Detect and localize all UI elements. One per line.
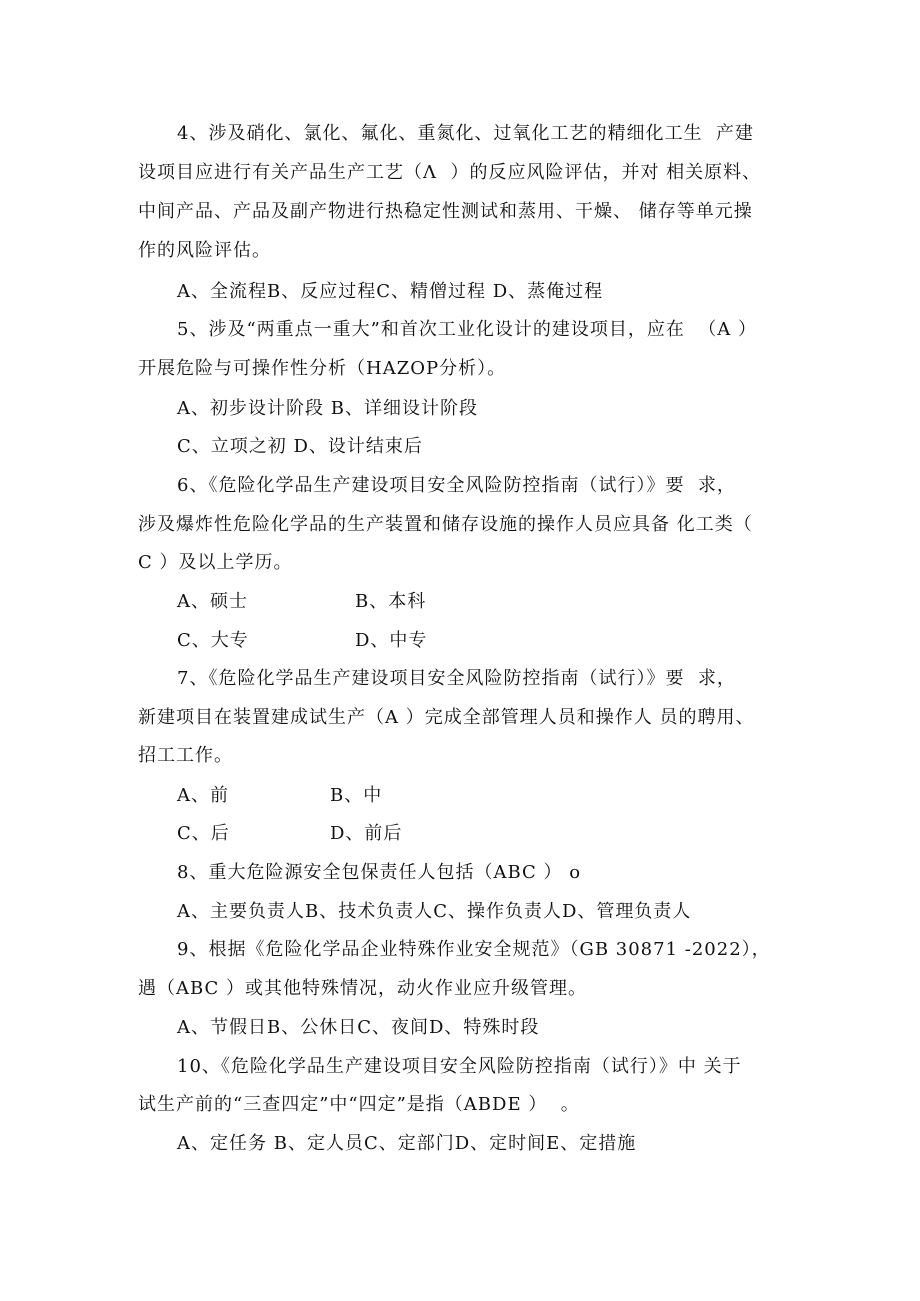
q6-line-1: 6、《危险化学品生产建设项目安全风险防控指南（试行）》要 求， [177,475,736,496]
q4-options: A、全流程B、反应过程C、精僧过程 D、蒸俺过程 [177,281,604,302]
q7-option-b: B、中 [330,785,383,806]
q6-option-c: C、大专 [177,630,249,651]
q6-line-2: 涉及爆炸性危险化学品的生产装置和储存设施的操作人员应具备 化工类（ [138,514,753,535]
q4-line-2: 设项目应进行有关产品生产工艺（Λ ）的反应风险评估，并对 相关原料、 [138,162,762,183]
q9-line-1: 9、根据《危险化学品企业特殊作业安全规范》（GB 30871 -2022）， [177,939,771,960]
q5-options-1: A、初步设计阶段 B、详细设计阶段 [177,398,478,419]
q8-line-1: 8、重大危险源安全包保责任人包括（ABC ） o [177,862,582,883]
q9-line-2: 遇（ABC ）或其他特殊情况，动火作业应升级管理。 [138,978,588,999]
q10-line-1: 10、《危险化学品生产建设项目安全风险防控指南（试行）》中 关于 [177,1056,742,1077]
q5-options-2: C、立项之初 D、设计结束后 [177,436,423,457]
q7-option-a: A、前 [177,785,229,806]
q5-line-2: 开展危险与可操作性分析（HAZOP分析）。 [138,358,507,379]
q6-option-d: D、中专 [355,630,428,651]
q10-line-2: 试生产前的“三查四定”中“四定”是指（ABDE ） 。 [138,1094,580,1115]
q10-options: A、定任务 B、定人员C、定部门D、定时间E、定措施 [177,1133,637,1154]
q6-option-a: A、硕士 [177,591,248,612]
q7-line-2: 新建项目在装置建成试生产（A ）完成全部管理人员和操作人 员的聘用、 [138,707,755,728]
q7-line-3: 招工工作。 [138,745,233,766]
q9-options: A、节假日B、公休日C、夜间D、特殊时段 [177,1017,540,1038]
q6-option-b: B、本科 [355,591,427,612]
q5-line-1: 5、涉及“两重点一重大”和首次工业化设计的建设项目，应在 （A ） [177,319,758,340]
q7-option-c: C、后 [177,823,230,844]
q8-options: A、主要负责人B、技术负责人C、操作负责人D、管理负责人 [177,901,692,922]
q7-option-d: D、前后 [330,823,403,844]
q6-line-3: C ）及以上学历。 [138,552,293,573]
q4-line-4: 作的风险评估。 [138,240,271,261]
q7-line-1: 7、《危险化学品生产建设项目安全风险防控指南（试行）》要 求， [177,668,736,689]
q4-line-3: 中间产品、产品及副产物进行热稳定性测试和蒸用、干燥、 储存等单元操 [138,201,753,222]
q4-line-1: 4、涉及硝化、氯化、氟化、重氮化、过氧化工艺的精细化工生 产建 [177,123,754,144]
